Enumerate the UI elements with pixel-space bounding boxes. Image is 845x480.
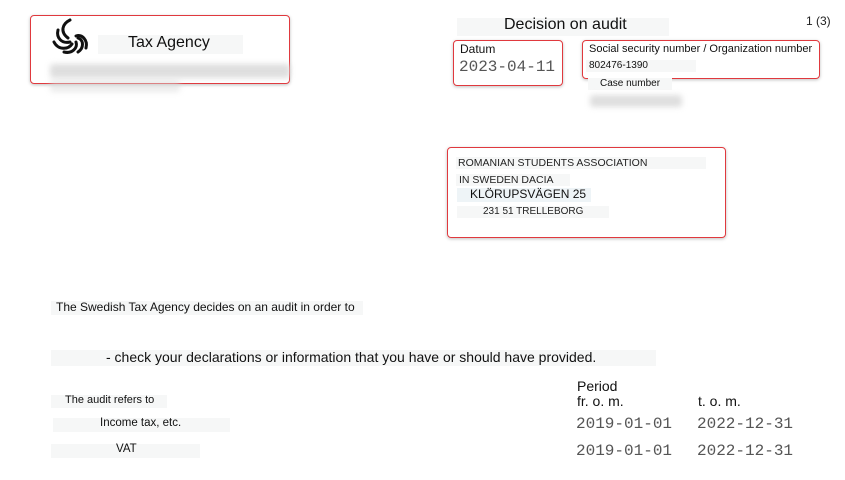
- id-number-value: 802476-1390: [589, 60, 648, 71]
- recipient-line1: ROMANIAN STUDENTS ASSOCIATION: [458, 157, 648, 169]
- period-label: Period: [577, 378, 618, 394]
- redacted-sender-line1: [50, 64, 290, 78]
- audit-refers-label: The audit refers to: [65, 394, 155, 406]
- agency-name: Tax Agency: [128, 34, 210, 51]
- swirl-logo-icon: [50, 16, 90, 56]
- purpose-text: - check your declarations or information that you have or should have provided.: [106, 349, 597, 365]
- period-to-label: t. o. m.: [698, 393, 741, 409]
- audit-row-2-from: 2019-01-01: [576, 442, 673, 460]
- date-label: Datum: [460, 42, 496, 56]
- audit-row-2-subject: VAT: [116, 443, 137, 455]
- recipient-line2: IN SWEDEN DACIA: [459, 174, 554, 186]
- audit-row-1-subject: Income tax, etc.: [100, 417, 182, 429]
- recipient-postal: 231 51 TRELLEBORG: [483, 206, 584, 217]
- period-from-label: fr. o. m.: [577, 393, 624, 409]
- redacted-sender-line2: [50, 80, 180, 92]
- case-number-label: Case number: [600, 78, 661, 89]
- audit-row-2-to: 2022-12-31: [697, 442, 794, 460]
- audit-row-1-to: 2022-12-31: [697, 415, 794, 433]
- document-title: Decision on audit: [504, 16, 627, 33]
- intro-text: The Swedish Tax Agency decides on an audit in order to: [56, 300, 355, 314]
- audit-row-1-from: 2019-01-01: [576, 415, 673, 433]
- redacted-case-number: [590, 95, 682, 107]
- date-value: 2023-04-11: [459, 58, 556, 76]
- recipient-street: KLÖRUPSVÄGEN 25: [470, 187, 587, 201]
- id-number-label: Social security number / Organization number: [589, 43, 813, 55]
- page-indicator: 1 (3): [806, 14, 831, 28]
